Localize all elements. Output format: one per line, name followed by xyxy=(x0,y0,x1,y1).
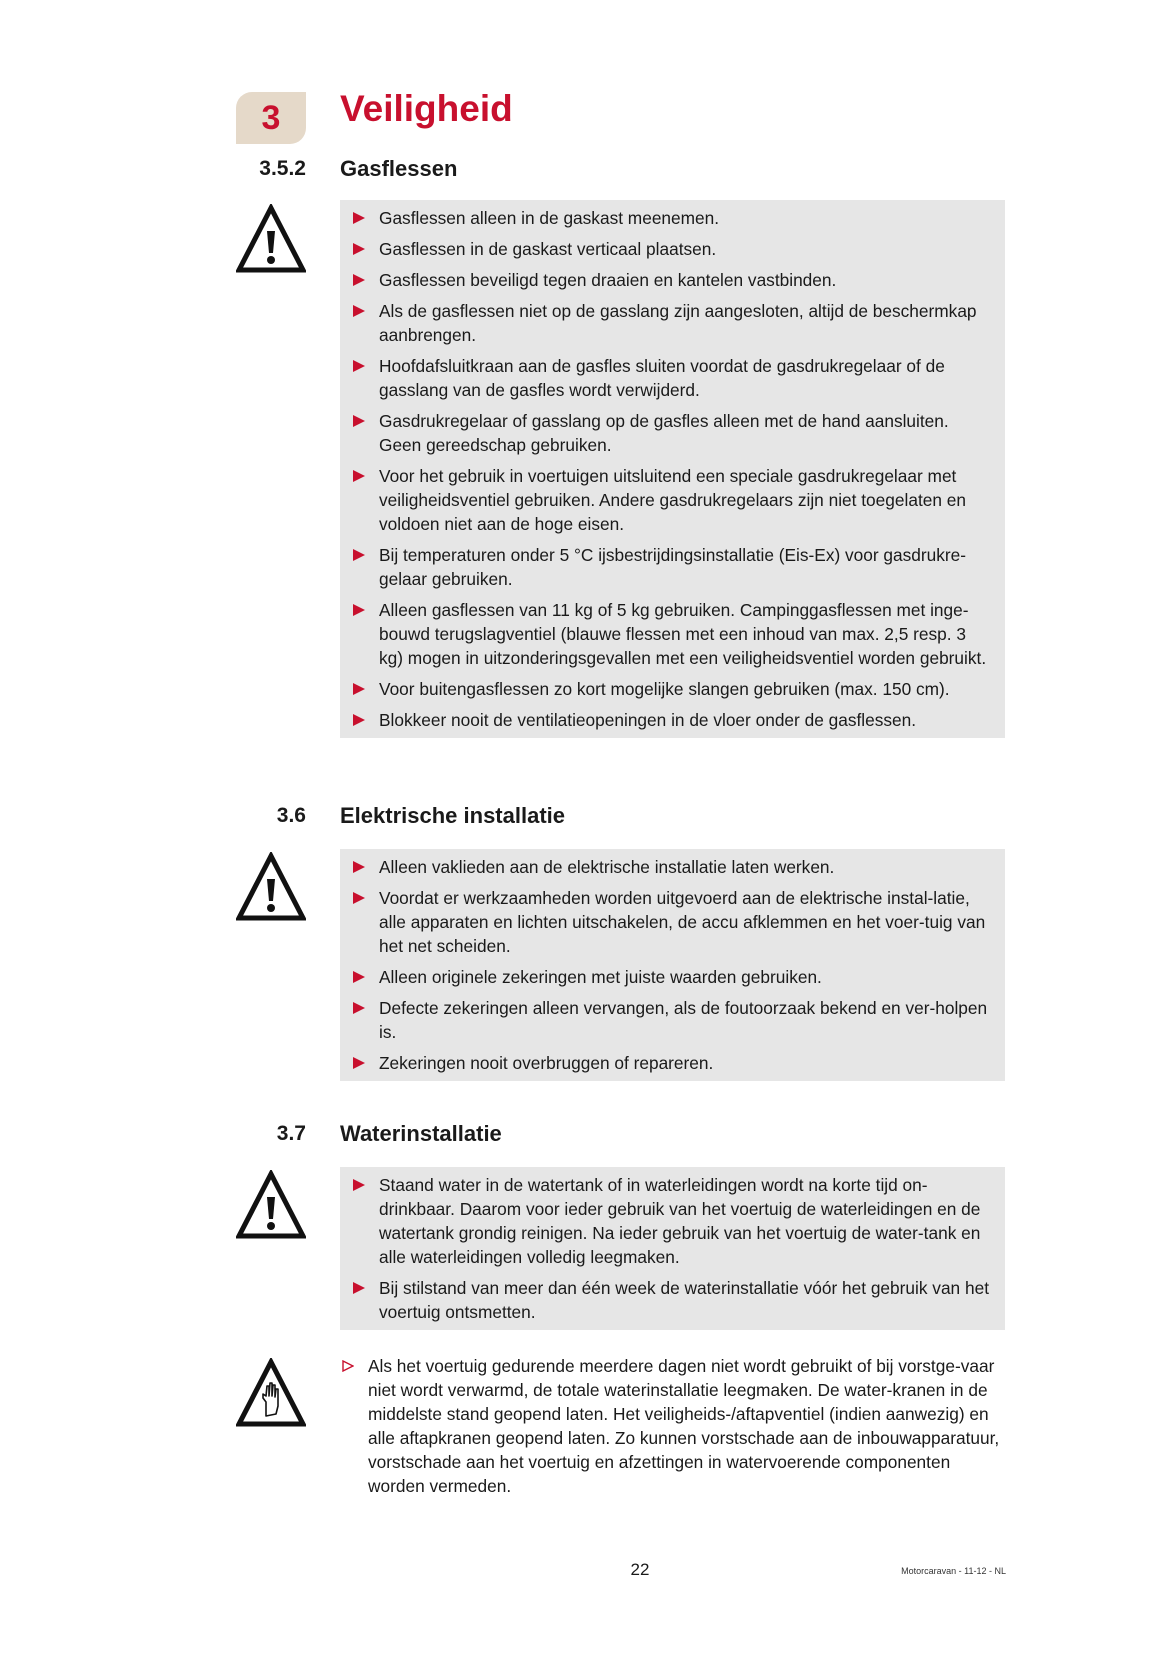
bullet-arrow-icon xyxy=(353,971,365,983)
bullet-arrow-icon xyxy=(353,549,365,561)
list-item: Zekeringen nooit overbruggen of repareren. xyxy=(340,1051,993,1075)
list-item: Voor buitengasflessen zo kort mogelijke slangen gebruiken (max. 150 cm). xyxy=(340,677,993,701)
list-item: Gasflessen in de gaskast verticaal plaatsen. xyxy=(340,237,993,261)
note-text: Als het voertuig gedurende meerdere dagen niet wordt gebruikt of bij vorstge-vaar niet wordt verwarmd, de totale waterinstallatie leegmaken. De water-kranen in de middelste stand geopend laten. Het veiligheids-/aftapventiel (indien aanwezig) en alle aftapkranen geopend laten. Zo kunnen vorstschade aan de inbouwapparatuur, vorstschade aan het voertuig en afzettingen in watervoerende componenten worden vermeden. xyxy=(368,1356,1000,1496)
list-item: Blokkeer nooit de ventilatieopeningen in de vloer onder de gasflessen. xyxy=(340,708,993,732)
list-item: Voor het gebruik in voertuigen uitsluitend een speciale gasdrukregelaar met veiligheidsventiel gebruiken. Andere gasdrukregelaars zijn niet toegelaten en voldoen niet aan de hoge eisen. xyxy=(340,464,993,536)
list-item: Bij temperaturen onder 5 °C ijsbestrijdingsinstallatie (Eis-Ex) voor gasdrukre-gelaar gebruiken. xyxy=(340,543,993,591)
list-item: Hoofdafsluitkraan aan de gasfles sluiten voordat de gasdrukregelaar of de gasslang van de gasfles wordt verwijderd. xyxy=(340,354,993,402)
bullet-arrow-icon xyxy=(353,212,365,224)
section-number-elektrische-installatie: 3.6 xyxy=(276,804,306,827)
list-item: Bij stilstand van meer dan één week de waterinstallatie vóór het gebruik van het voertuig ontsmetten. xyxy=(340,1276,993,1324)
bullet-arrow-icon xyxy=(353,274,365,286)
list-item: Defecte zekeringen alleen vervangen, als de foutoorzaak bekend en ver-holpen is. xyxy=(340,996,993,1044)
bullet-arrow-icon xyxy=(353,305,365,317)
bullet-arrow-icon xyxy=(353,415,365,427)
bullet-arrow-icon xyxy=(353,470,365,482)
note-paragraph xyxy=(340,1354,1008,1498)
section-title-elektrische-installatie: Elektrische installatie xyxy=(340,803,565,828)
bullet-arrow-icon xyxy=(353,1179,365,1191)
safety-box-elektrische-installatie xyxy=(340,849,1005,1081)
list-item: Alleen gasflessen van 11 kg of 5 kg gebruiken. Campinggasflessen met inge-bouwd terugslagventiel (blauwe flessen met een inhoud van max. 2,5 resp. 3 kg) mogen in uitzonderingsgevallen met een veiligheidsventiel worden gebruikt. xyxy=(340,598,993,670)
bullet-arrow-icon xyxy=(353,714,365,726)
list-item: Gasdrukregelaar of gasslang op de gasfles alleen met de hand aansluiten. Geen gereedschap gebruiken. xyxy=(340,409,993,457)
section-title-waterinstallatie: Waterinstallatie xyxy=(340,1121,502,1146)
list-item: Alleen originele zekeringen met juiste waarden gebruiken. xyxy=(340,965,993,989)
footer-doc-ref: Motorcaravan - 11-12 - NL xyxy=(901,1566,1006,1576)
safety-box-gasflessen xyxy=(340,200,1005,738)
bullet-arrow-icon xyxy=(353,892,365,904)
bullet-arrow-icon xyxy=(353,861,365,873)
warning-exclamation-icon xyxy=(236,1170,306,1240)
list-item: Staand water in de watertank of in waterleidingen wordt na korte tijd on-drinkbaar. Daarom voor ieder gebruik van het voertuig de waterleidingen en de watertank grondig reinigen. Na ieder gebruik van het voertuig de water-tank en alle waterleidingen volledig leegmaken. xyxy=(340,1173,993,1269)
list-item: Als de gasflessen niet op de gasslang zijn aangesloten, altijd de beschermkap aanbrengen. xyxy=(340,299,993,347)
warning-exclamation-icon xyxy=(236,204,306,274)
warning-exclamation-icon xyxy=(236,852,306,922)
warning-hand-icon xyxy=(236,1358,306,1428)
chapter-number-badge xyxy=(236,92,306,144)
chapter-number: 3 xyxy=(261,98,281,137)
list-item: Gasflessen alleen in de gaskast meenemen. xyxy=(340,206,993,230)
page-number: 22 xyxy=(630,1560,650,1579)
bullet-arrow-icon xyxy=(353,1057,365,1069)
bullet-arrow-icon xyxy=(353,1002,365,1014)
bullet-outline-arrow-icon xyxy=(342,1360,354,1372)
section-number-gasflessen: 3.5.2 xyxy=(259,157,306,180)
bullet-arrow-icon xyxy=(353,1282,365,1294)
list-item: Alleen vaklieden aan de elektrische installatie laten werken. xyxy=(340,855,993,879)
section-number-waterinstallatie: 3.7 xyxy=(276,1122,306,1145)
bullet-arrow-icon xyxy=(353,360,365,372)
bullet-arrow-icon xyxy=(353,243,365,255)
chapter-title: Veiligheid xyxy=(340,88,513,129)
section-title-gasflessen: Gasflessen xyxy=(340,156,458,181)
safety-box-waterinstallatie xyxy=(340,1167,1005,1330)
bullet-arrow-icon xyxy=(353,683,365,695)
list-item: Voordat er werkzaamheden worden uitgevoerd aan de elektrische instal-latie, alle apparaten en lichten uitschakelen, de accu afklemmen en het voer-tuig van het net scheiden. xyxy=(340,886,993,958)
list-item: Gasflessen beveiligd tegen draaien en kantelen vastbinden. xyxy=(340,268,993,292)
bullet-arrow-icon xyxy=(353,604,365,616)
